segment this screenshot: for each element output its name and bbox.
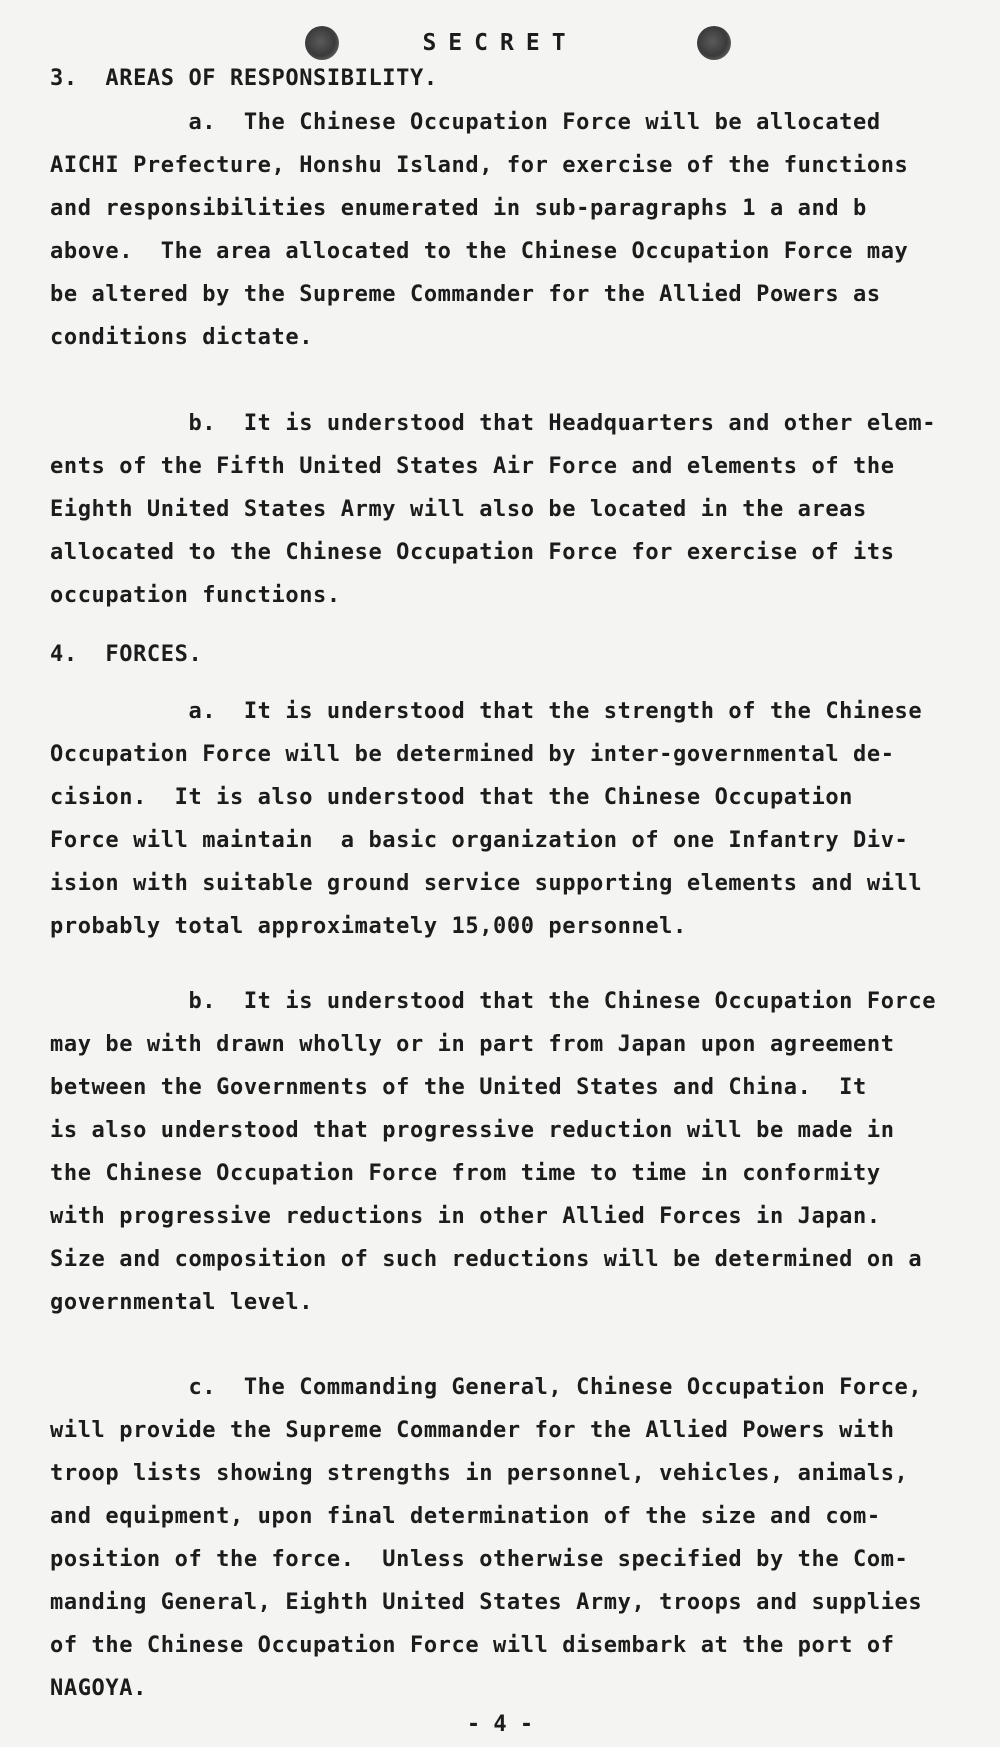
text-line: is also understood that progressive reduction will be made in <box>50 1118 895 1143</box>
text-line: Force will maintain a basic organization of one Infantry Div- <box>50 828 909 853</box>
text-line: cision. It is also understood that the Chinese Occupation <box>50 785 854 810</box>
classification-header: SECRET <box>422 30 578 56</box>
text-line: a. It is understood that the strength of the Chinese <box>50 699 923 724</box>
text-line: b. It is understood that Headquarters and other elem- <box>50 411 937 436</box>
text-line: position of the force. Unless otherwise specified by the Com- <box>50 1547 909 1572</box>
text-line: the Chinese Occupation Force from time to time in conformity <box>50 1161 881 1186</box>
text-line: and responsibilities enumerated in sub-paragraphs 1 a and b <box>50 196 867 221</box>
page-number: - 4 - <box>466 1712 534 1737</box>
text-line: troop lists showing strengths in personnel, vehicles, animals, <box>50 1461 909 1486</box>
text-line: ents of the Fifth United States Air Force and elements of the <box>50 454 895 479</box>
text-line: above. The area allocated to the Chinese Occupation Force may <box>50 239 909 264</box>
section-heading: 3. AREAS OF RESPONSIBILITY. <box>50 66 438 91</box>
text-line: of the Chinese Occupation Force will disembark at the port of <box>50 1633 895 1658</box>
text-line: may be with drawn wholly or in part from Japan upon agreement <box>50 1032 895 1057</box>
text-line: Eighth United States Army will also be located in the areas <box>50 497 867 522</box>
text-line: Occupation Force will be determined by inter-governmental de- <box>50 742 895 767</box>
text-line: conditions dictate. <box>50 325 314 350</box>
text-line: with progressive reductions in other Allied Forces in Japan. <box>50 1204 881 1229</box>
text-line: will provide the Supreme Commander for the Allied Powers with <box>50 1418 895 1443</box>
text-line: probably total approximately 15,000 personnel. <box>50 914 687 939</box>
text-line: occupation functions. <box>50 583 341 608</box>
text-line: governmental level. <box>50 1290 314 1315</box>
text-line: allocated to the Chinese Occupation Force for exercise of its <box>50 540 895 565</box>
text-line: Size and composition of such reductions will be determined on a <box>50 1247 923 1272</box>
text-line: between the Governments of the United States and China. It <box>50 1075 867 1100</box>
text-line: NAGOYA. <box>50 1676 147 1701</box>
text-line: b. It is understood that the Chinese Occupation Force <box>50 989 937 1014</box>
section-heading: 4. FORCES. <box>50 642 203 667</box>
text-line: and equipment, upon final determination of the size and com- <box>50 1504 881 1529</box>
text-line: ision with suitable ground service supporting elements and will <box>50 871 923 896</box>
text-line: a. The Chinese Occupation Force will be allocated <box>50 110 881 135</box>
text-line: AICHI Prefecture, Honshu Island, for exercise of the functions <box>50 153 909 178</box>
text-line: c. The Commanding General, Chinese Occupation Force, <box>50 1375 923 1400</box>
text-line: manding General, Eighth United States Army, troops and supplies <box>50 1590 923 1615</box>
text-line: be altered by the Supreme Commander for the Allied Powers as <box>50 282 881 307</box>
